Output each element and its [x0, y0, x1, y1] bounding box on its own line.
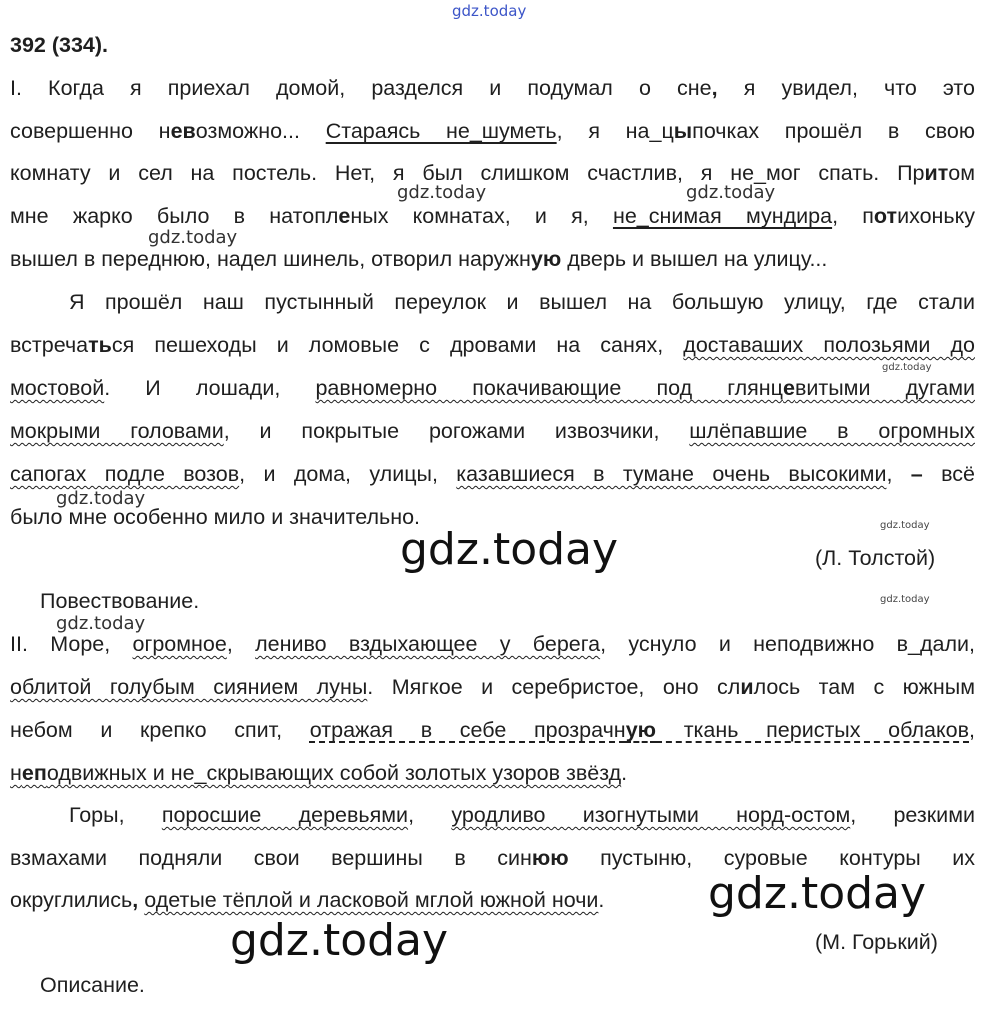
exercise-number: 392 (334).	[10, 33, 109, 57]
text-line	[10, 416, 975, 446]
text-segment: округлились	[10, 888, 133, 912]
watermark: gdz.today	[148, 227, 238, 248]
text-segment: , резкими	[850, 803, 975, 827]
text-line	[10, 629, 975, 659]
text-segment: вышел в переднюю, надел шинель, отворил наружн	[10, 247, 531, 271]
text-segment: I. Когда я приехал домой, разделся и подумал о сне	[10, 76, 712, 100]
wavy-underlined-phrase: уродливо изогнутыми норд-остом	[451, 803, 851, 827]
text-line	[10, 158, 975, 188]
watermark: gdz.today	[880, 520, 930, 531]
wavy-underlined-phrase: равномерно покачивающие под глянц	[315, 376, 783, 400]
wavy-underlined-phrase: поросшие деревьями	[161, 803, 409, 827]
text-line	[10, 201, 975, 231]
text-segment: небом и крепко спит,	[10, 718, 310, 742]
wavy-underlined-phrase: е	[782, 376, 795, 400]
text-segment: , п	[832, 204, 874, 228]
highlighted-letters: и	[740, 675, 754, 699]
text-line	[10, 843, 975, 873]
text-segment: мне жарко было в натопл	[10, 204, 339, 228]
text-segment: я увидел, что это	[717, 76, 975, 100]
wavy-underlined-phrase: одетые тёплой и ласковой мглой южной ночи	[144, 888, 599, 912]
highlighted-letters: ую	[530, 247, 562, 271]
wavy-underlined-phrase: лениво вздыхающее у берега	[255, 632, 601, 656]
text-line	[10, 244, 975, 274]
text-segment: лось там с южным	[753, 675, 975, 699]
wavy-underlined-phrase: мостовой	[10, 376, 105, 400]
text-segment: , я на_ц	[556, 119, 674, 143]
highlighted-letters: ,	[711, 76, 718, 100]
watermark: gdz.today	[397, 182, 487, 203]
wavy-underlined-phrase: еп	[21, 761, 47, 785]
text-line	[10, 672, 975, 702]
highlighted-letters: ев	[170, 119, 196, 143]
text-segment: II. Море,	[10, 632, 133, 656]
text-line	[10, 373, 975, 403]
author-tolstoy: (Л. Толстой)	[815, 546, 936, 570]
wavy-underlined-phrase: витыми дугами	[794, 376, 975, 400]
text-line	[10, 715, 975, 745]
watermark: gdz.today	[880, 594, 930, 605]
text-line	[10, 502, 975, 532]
text-line	[69, 287, 975, 317]
text-segment: , и дома, улицы,	[239, 462, 457, 486]
watermark: gdz.today	[686, 182, 776, 203]
text-segment: ,	[969, 718, 976, 742]
text-line	[69, 800, 975, 830]
text-segment: ,	[408, 803, 452, 827]
text-segment: ,	[226, 632, 256, 656]
wavy-underlined-phrase: облитой голубым сиянием луны	[10, 675, 368, 699]
text-type-narration: Повествование.	[40, 589, 200, 613]
text-segment: озможно...	[195, 119, 326, 143]
watermark: gdz.today	[882, 362, 932, 373]
dash-dot-underlined-phrase: ую	[625, 718, 657, 742]
text-line	[10, 758, 975, 788]
highlighted-letters: юю	[531, 846, 569, 870]
author-gorky: (М. Горький)	[815, 930, 938, 954]
text-segment: , уснуло и неподвижно в_дали,	[600, 632, 975, 656]
text-segment: Я прошёл наш пустынный переулок и вышел на большую улицу, где стали	[69, 290, 975, 314]
text-line	[10, 330, 975, 360]
wavy-underlined-phrase: шлёпавшие в огромных	[689, 419, 975, 443]
text-type-description: Описание.	[40, 973, 145, 997]
text-segment: ихоньку	[897, 204, 976, 228]
text-segment: взмахами подняли свои вершины в син	[10, 846, 532, 870]
wavy-underlined-phrase: одвижных и не_скрывающих собой золотых узоров звёзд	[46, 761, 622, 785]
text-segment: .	[598, 888, 605, 912]
wavy-underlined-phrase: мокрыми головами	[10, 419, 224, 443]
wavy-underlined-phrase: сапогах подле возов	[10, 462, 240, 486]
text-line	[10, 116, 975, 146]
watermark-large: gdz.today	[230, 915, 449, 966]
text-segment: . Мягкое и серебристое, оно сл	[367, 675, 741, 699]
dash-dot-underlined-phrase: отражая в себе прозрачн	[309, 718, 626, 742]
text-line	[10, 459, 975, 489]
text-segment: ных комнатах, и я,	[350, 204, 613, 228]
watermark-large: gdz.today	[708, 868, 927, 919]
text-segment: комнату и сел на постель. Нет, я был слишком счастлив, я не_мог спать. Пр	[10, 161, 925, 185]
watermark: gdz.today	[56, 613, 146, 634]
text-segment: пустыню, суровые контуры их	[568, 846, 975, 870]
highlighted-letters: ,	[132, 888, 139, 912]
text-segment: почках прошёл в свою	[692, 119, 975, 143]
highlighted-letters: ит	[924, 161, 949, 185]
underlined-phrase: не_снимая мундира	[612, 204, 833, 228]
text-segment: ом	[948, 161, 975, 185]
text-segment: было мне особенно мило и значительно.	[10, 505, 421, 529]
text-segment: , и покрытые рогожами извозчики,	[223, 419, 690, 443]
text-segment: встреча	[10, 333, 89, 357]
highlighted-letters: ть	[88, 333, 112, 357]
highlighted-letters: –	[910, 462, 923, 486]
text-segment: совершенно н	[10, 119, 171, 143]
text-segment: Горы,	[69, 803, 162, 827]
highlighted-letters: е	[338, 204, 351, 228]
text-segment: дверь и вышел на улицу...	[561, 247, 828, 271]
watermark: gdz.today	[56, 488, 146, 509]
highlighted-letters: ы	[673, 119, 693, 143]
text-line	[10, 885, 975, 915]
wavy-underlined-phrase: огромное	[132, 632, 227, 656]
text-segment: ся пешеходы и ломовые с дровами на санях,	[111, 333, 684, 357]
underlined-phrase: Стараясь не_шуметь	[325, 119, 557, 143]
text-segment: . И лошади,	[104, 376, 316, 400]
text-segment: .	[621, 761, 628, 785]
text-segment: ,	[886, 462, 911, 486]
dash-dot-underlined-phrase: ткань перистых облаков	[656, 718, 970, 742]
wavy-underlined-phrase: казавшиеся в тумане очень высокими	[456, 462, 887, 486]
watermark-large: gdz.today	[400, 524, 619, 575]
watermark-top: gdz.today	[452, 2, 527, 20]
text-line	[10, 73, 975, 103]
wavy-underlined-phrase: доставаших полозьями до	[683, 333, 975, 357]
text-segment: всё	[922, 462, 975, 486]
wavy-underlined-phrase: н	[10, 761, 22, 785]
highlighted-letters: от	[873, 204, 898, 228]
